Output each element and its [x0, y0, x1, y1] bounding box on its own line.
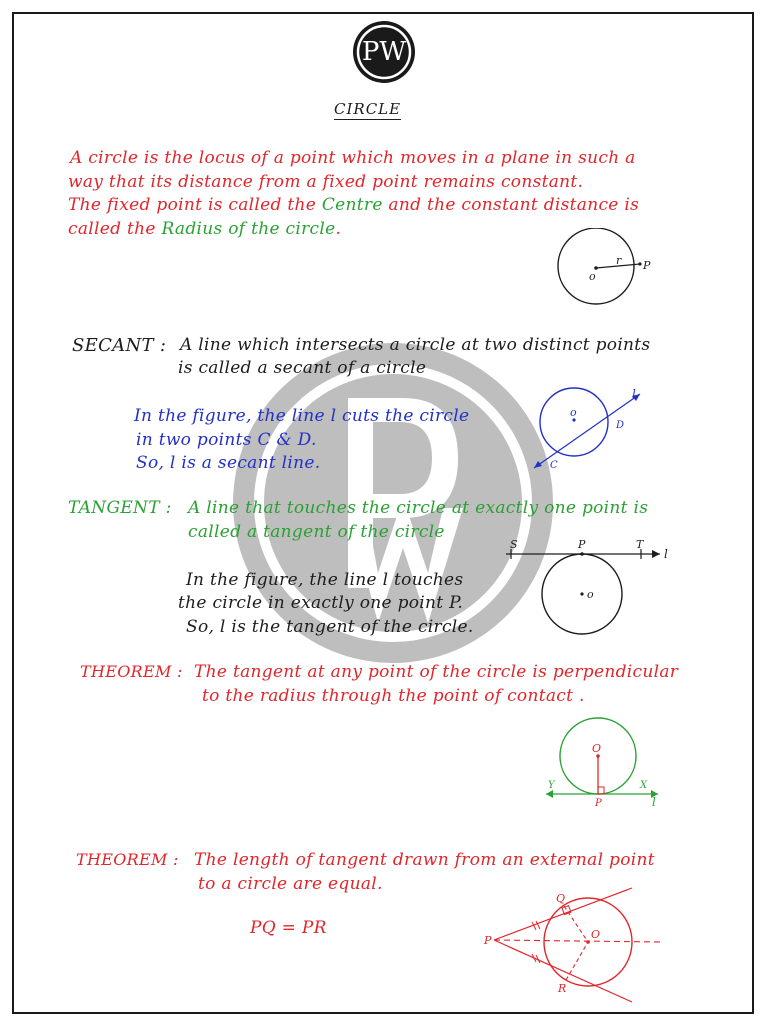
definition-line2: way that its distance from a fixed point remains constant. [68, 172, 584, 192]
tangent-note3: So, l is the tangent of the circle. [186, 617, 474, 637]
theorem1-arrow-left-icon [546, 790, 553, 798]
circle-radius-figure [552, 228, 662, 308]
definition-radius: Radius of the circle [161, 219, 336, 239]
tangent-arrow-icon [652, 550, 660, 558]
secant-label-o: o [570, 406, 577, 419]
label-r: r [616, 254, 622, 267]
tangent-label-o: o [587, 588, 594, 601]
secant-arrow-back-icon [534, 461, 542, 468]
tangent-note2: the circle in exactly one point P. [178, 593, 464, 613]
secant-circle [540, 388, 608, 456]
theorem2-line1: The length of tangent drawn from an external point [194, 850, 655, 870]
tangent-label-l: l [664, 547, 668, 561]
secant-note3: So, l is a secant line. [136, 453, 321, 473]
theorem2-line2: to a circle are equal. [198, 874, 383, 894]
pw-logo-icon [352, 20, 416, 84]
tangent-label-s: S [510, 538, 518, 551]
secant-line2: is called a secant of a circle [178, 358, 427, 378]
point-p [638, 262, 641, 265]
tangent-note1: In the figure, the line l touches [186, 570, 464, 590]
label-p: P [643, 259, 651, 272]
tangent-figure [498, 538, 678, 642]
theorem2-label-r: R [558, 982, 567, 995]
definition-line3-a: The fixed point is called the [68, 195, 317, 215]
theorem2-heading: THEOREM : [76, 850, 179, 869]
secant-label-c: C [550, 460, 558, 471]
definition-line4-b: . [335, 219, 342, 239]
secant-label-d: D [616, 420, 625, 431]
tangent-line2: called a tangent of the circle [188, 522, 445, 542]
theorem1-figure [540, 716, 670, 810]
secant-label-l: l [632, 387, 636, 401]
theorem1-heading: THEOREM : [80, 662, 183, 681]
definition-centre: Centre [321, 195, 383, 215]
definition-line4 [68, 219, 341, 239]
secant-note2: in two points C & D. [136, 430, 317, 450]
tangent-point [580, 552, 584, 556]
tangent-heading: TANGENT : [68, 498, 172, 518]
theorem1-label-l: l [652, 795, 656, 809]
theorem2-equation: PQ = PR [250, 918, 327, 938]
secant-heading: SECANT : [72, 335, 167, 356]
secant-line [534, 394, 640, 468]
tangent-centre [580, 592, 583, 595]
tangent-line1: A line that touches the circle at exactly one point is [188, 498, 649, 518]
theorem2-figure [482, 884, 668, 1006]
secant-note1: In the figure, the line l cuts the circle [134, 406, 470, 426]
logo-letters: PW [361, 37, 407, 67]
theorem1-label-p: P [595, 798, 602, 809]
theorem2-label-q: Q [556, 892, 566, 905]
secant-figure [528, 386, 648, 476]
theorem1-label-x: X [640, 780, 648, 791]
theorem2-label-p: P [484, 934, 492, 947]
tangent-label-t: T [636, 538, 644, 551]
theorem1-label-y: Y [548, 780, 555, 791]
definition-line3-b: and the constant distance is [388, 195, 640, 215]
theorem1-label-o: O [592, 742, 602, 755]
definition-line1: A circle is the locus of a point which moves in a plane in such a [70, 148, 636, 168]
definition-line3 [68, 195, 639, 215]
secant-line1: A line which intersects a circle at two distinct points [180, 335, 651, 355]
page-title: CIRCLE [334, 100, 402, 118]
theorem1-line2: to the radius through the point of contact . [202, 686, 585, 706]
theorem2-label-o: O [591, 928, 601, 941]
po-dashed-line [494, 940, 662, 942]
oq-dashed-line [564, 906, 588, 942]
tangent-label-p: P [578, 538, 586, 551]
definition-line4-a: called the [68, 219, 156, 239]
theorem1-line1: The tangent at any point of the circle is perpendicular [194, 662, 679, 682]
label-o: o [589, 270, 596, 283]
